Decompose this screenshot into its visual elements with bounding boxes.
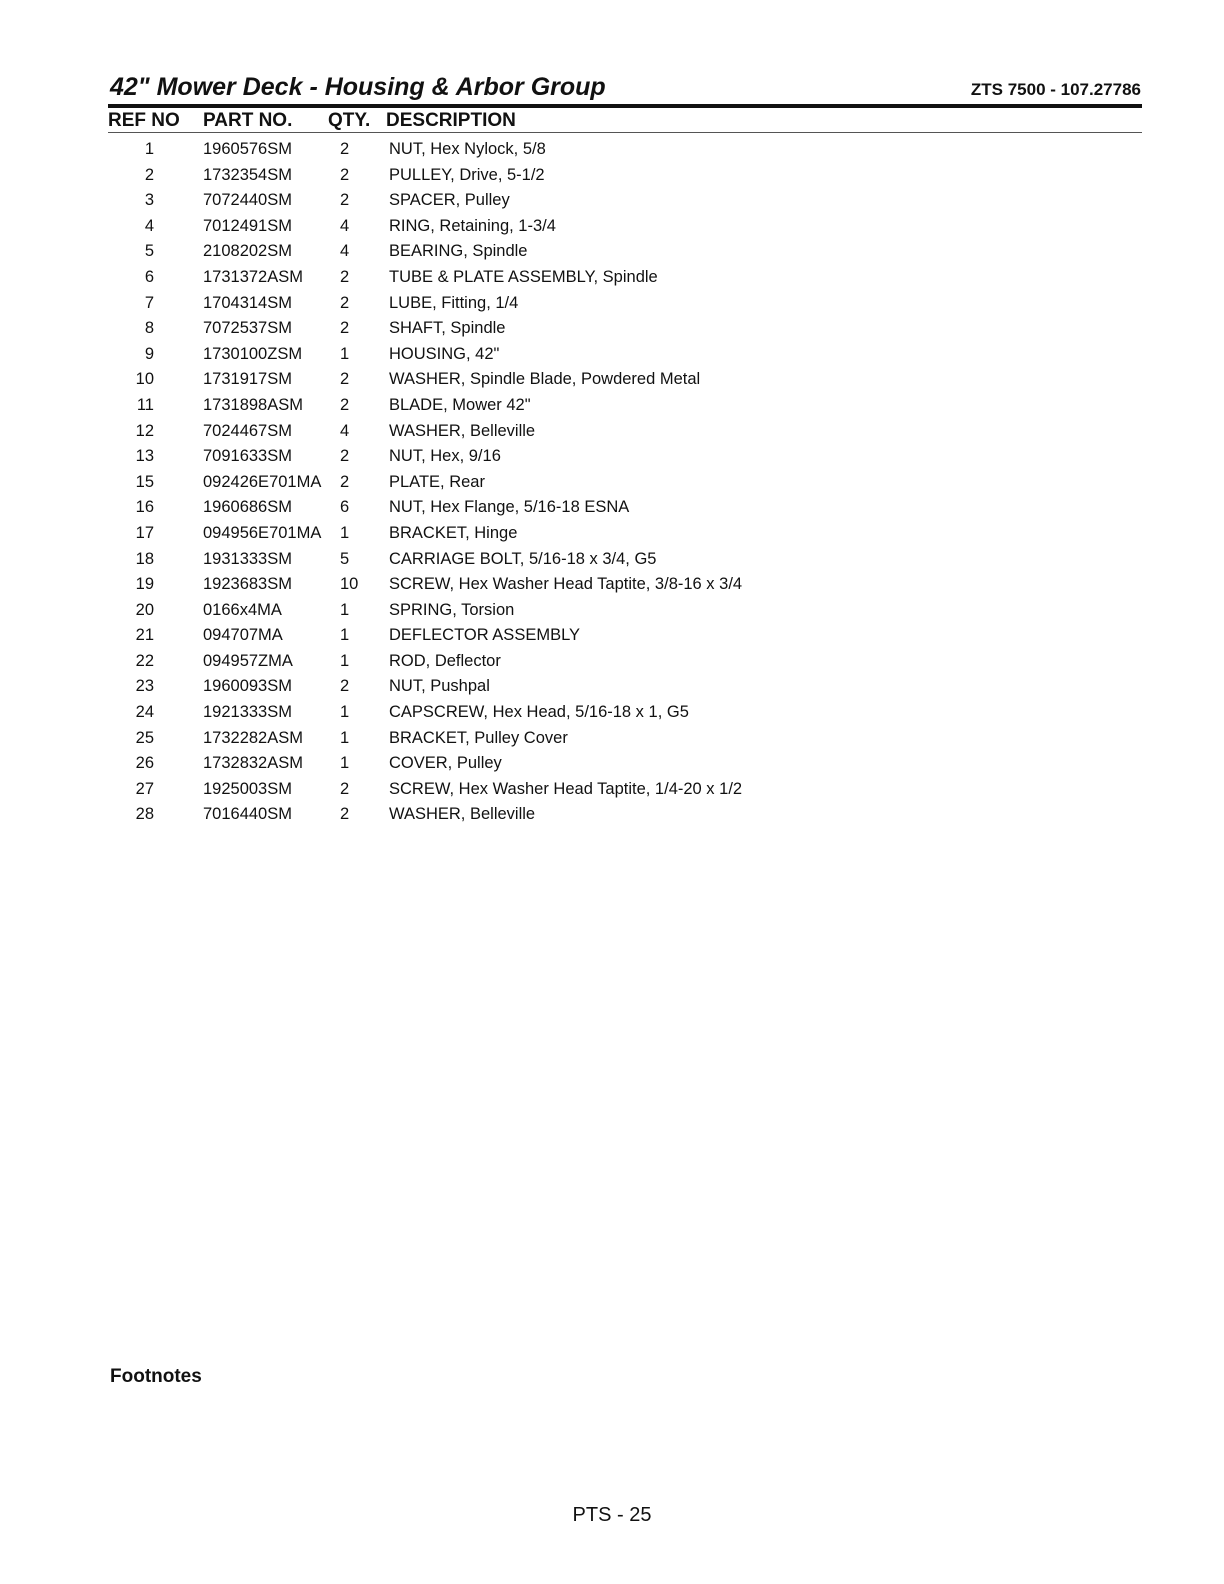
part-no-cell: 7012491SM [203, 216, 292, 235]
ref-no-cell: 4 [144, 216, 154, 235]
qty-cell: 2 [340, 395, 350, 414]
part-no-cell: 1731372ASM [203, 267, 303, 286]
description-cell: ROD, Deflector [389, 651, 501, 670]
page-title: 42" Mower Deck - Housing & Arbor Group [110, 73, 606, 101]
qty-cell: 1 [340, 703, 350, 722]
table-row [108, 777, 1142, 803]
qty-cell: 1 [340, 754, 350, 773]
ref-no-cell: 17 [135, 523, 154, 542]
ref-no-cell: 27 [135, 779, 154, 798]
description-cell: DEFLECTOR ASSEMBLY [389, 626, 581, 645]
description-cell: SPRING, Torsion [389, 600, 515, 619]
description-cell: CAPSCREW, Hex Head, 5/16-18 x 1, G5 [389, 703, 689, 722]
part-no-cell: 1732282ASM [203, 728, 303, 747]
part-no-cell: 1960093SM [203, 677, 292, 696]
qty-cell: 2 [340, 805, 350, 824]
table-row [108, 316, 1142, 342]
ref-no-cell: 9 [144, 344, 154, 363]
table-row [108, 470, 1142, 496]
ref-no-cell: 16 [135, 498, 154, 517]
table-row [108, 495, 1142, 521]
ref-no-cell: 25 [135, 728, 154, 747]
qty-cell: 6 [340, 498, 350, 517]
ref-no-cell: 19 [135, 575, 154, 594]
ref-no-cell: 21 [135, 626, 154, 645]
qty-cell: 4 [340, 216, 350, 235]
description-cell: BRACKET, Hinge [389, 523, 518, 542]
ref-no-cell: 15 [135, 472, 154, 491]
part-no-cell: 1704314SM [203, 293, 292, 312]
ref-no-cell: 24 [135, 703, 154, 722]
table-row [108, 239, 1142, 265]
table-row [108, 802, 1142, 828]
ref-no-cell: 18 [135, 549, 154, 568]
column-header-qty: QTY. [328, 110, 371, 131]
table-row [108, 598, 1142, 624]
description-cell: SPACER, Pulley [389, 191, 510, 210]
qty-cell: 1 [340, 626, 350, 645]
table-row [108, 214, 1142, 240]
qty-cell: 5 [340, 549, 350, 568]
table-row [108, 572, 1142, 598]
description-cell: SCREW, Hex Washer Head Taptite, 3/8-16 x 3/4 [389, 575, 743, 594]
part-no-cell: 1925003SM [203, 779, 292, 798]
description-cell: NUT, Hex, 9/16 [389, 447, 501, 466]
qty-cell: 10 [340, 575, 359, 594]
parts-table [108, 137, 1142, 828]
part-no-cell: 1960686SM [203, 498, 292, 517]
ref-no-cell: 1 [144, 140, 154, 158]
description-cell: PULLEY, Drive, 5-1/2 [389, 165, 545, 184]
table-row [108, 623, 1142, 649]
part-no-cell: 1921333SM [203, 703, 292, 722]
qty-cell: 2 [340, 779, 350, 798]
description-cell: WASHER, Belleville [389, 805, 536, 824]
part-no-cell: 1731898ASM [203, 395, 303, 414]
column-header-description: DESCRIPTION [386, 110, 516, 131]
page-number: PTS - 25 [572, 1504, 652, 1526]
part-no-cell: 1931333SM [203, 549, 292, 568]
table-row [108, 291, 1142, 317]
model-number: ZTS 7500 - 107.27786 [970, 80, 1141, 99]
part-no-cell: 092426E701MA [203, 472, 322, 491]
table-header [108, 110, 1142, 133]
part-no-cell: 094707MA [203, 626, 283, 645]
part-no-cell: 1731917SM [203, 370, 292, 389]
qty-cell: 2 [340, 267, 350, 286]
qty-cell: 4 [340, 421, 350, 440]
table-row [108, 649, 1142, 675]
qty-cell: 2 [340, 165, 350, 184]
ref-no-cell: 3 [144, 191, 154, 210]
part-no-cell: 1732832ASM [203, 754, 303, 773]
ref-no-cell: 26 [135, 754, 154, 773]
description-cell: SHAFT, Spindle [389, 319, 506, 338]
table-row [108, 444, 1142, 470]
qty-cell: 1 [340, 651, 350, 670]
description-cell: BEARING, Spindle [389, 242, 528, 261]
qty-cell: 2 [340, 140, 350, 158]
column-header-ref-no: REF NO [108, 110, 180, 131]
ref-no-cell: 2 [144, 165, 154, 184]
description-cell: NUT, Hex Nylock, 5/8 [389, 140, 546, 158]
qty-cell: 1 [340, 728, 350, 747]
qty-cell: 2 [340, 191, 350, 210]
part-no-cell: 1732354SM [203, 165, 292, 184]
description-cell: SCREW, Hex Washer Head Taptite, 1/4-20 x 1/2 [389, 779, 743, 798]
table-row [108, 726, 1142, 752]
title-divider [108, 104, 1142, 108]
ref-no-cell: 28 [135, 805, 154, 824]
ref-no-cell: 12 [135, 421, 154, 440]
description-cell: HOUSING, 42" [389, 344, 500, 363]
table-row [108, 137, 1142, 163]
part-no-cell: 7072440SM [203, 191, 292, 210]
table-row [108, 674, 1142, 700]
qty-cell: 2 [340, 472, 350, 491]
table-row [108, 188, 1142, 214]
table-row [108, 751, 1142, 777]
description-cell: BLADE, Mower 42" [389, 395, 531, 414]
column-header-part-no: PART NO. [203, 110, 293, 131]
table-row [108, 419, 1142, 445]
table-row [108, 163, 1142, 189]
table-row [108, 700, 1142, 726]
part-no-cell: 094956E701MA [203, 523, 322, 542]
qty-cell: 1 [340, 523, 350, 542]
description-cell: NUT, Hex Flange, 5/16-18 ESNA [389, 498, 630, 517]
ref-no-cell: 8 [144, 319, 154, 338]
description-cell: WASHER, Belleville [389, 421, 536, 440]
table-row [108, 342, 1142, 368]
ref-no-cell: 5 [144, 242, 154, 261]
table-row [108, 393, 1142, 419]
part-no-cell: 2108202SM [203, 242, 292, 261]
table-row [108, 547, 1142, 573]
qty-cell: 2 [340, 370, 350, 389]
qty-cell: 2 [340, 677, 350, 696]
description-cell: WASHER, Spindle Blade, Powdered Metal [389, 370, 701, 389]
ref-no-cell: 11 [136, 395, 154, 414]
qty-cell: 1 [340, 344, 350, 363]
ref-no-cell: 7 [144, 293, 154, 312]
part-no-cell: 0166x4MA [203, 600, 282, 619]
ref-no-cell: 22 [135, 651, 154, 670]
part-no-cell: 1923683SM [203, 575, 292, 594]
description-cell: COVER, Pulley [389, 754, 502, 773]
part-no-cell: 1730100ZSM [203, 344, 303, 363]
description-cell: BRACKET, Pulley Cover [389, 728, 568, 747]
part-no-cell: 7016440SM [203, 805, 292, 824]
table-row [108, 367, 1142, 393]
footnotes-heading: Footnotes [110, 1366, 202, 1387]
qty-cell: 2 [340, 447, 350, 466]
qty-cell: 1 [340, 600, 350, 619]
description-cell: RING, Retaining, 1-3/4 [389, 216, 556, 235]
part-no-cell: 7091633SM [203, 447, 292, 466]
ref-no-cell: 10 [135, 370, 154, 389]
part-no-cell: 7024467SM [203, 421, 292, 440]
part-no-cell: 7072537SM [203, 319, 292, 338]
ref-no-cell: 20 [135, 600, 154, 619]
ref-no-cell: 23 [135, 677, 154, 696]
qty-cell: 2 [340, 293, 350, 312]
table-row [108, 265, 1142, 291]
part-no-cell: 1960576SM [203, 140, 292, 158]
description-cell: PLATE, Rear [389, 472, 485, 491]
description-cell: CARRIAGE BOLT, 5/16-18 x 3/4, G5 [389, 549, 657, 568]
description-cell: NUT, Pushpal [389, 677, 490, 696]
description-cell: TUBE & PLATE ASSEMBLY, Spindle [389, 267, 658, 286]
table-row [108, 521, 1142, 547]
ref-no-cell: 6 [144, 267, 154, 286]
qty-cell: 2 [340, 319, 350, 338]
qty-cell: 4 [340, 242, 350, 261]
description-cell: LUBE, Fitting, 1/4 [389, 293, 519, 312]
part-no-cell: 094957ZMA [203, 651, 293, 670]
ref-no-cell: 13 [135, 447, 154, 466]
